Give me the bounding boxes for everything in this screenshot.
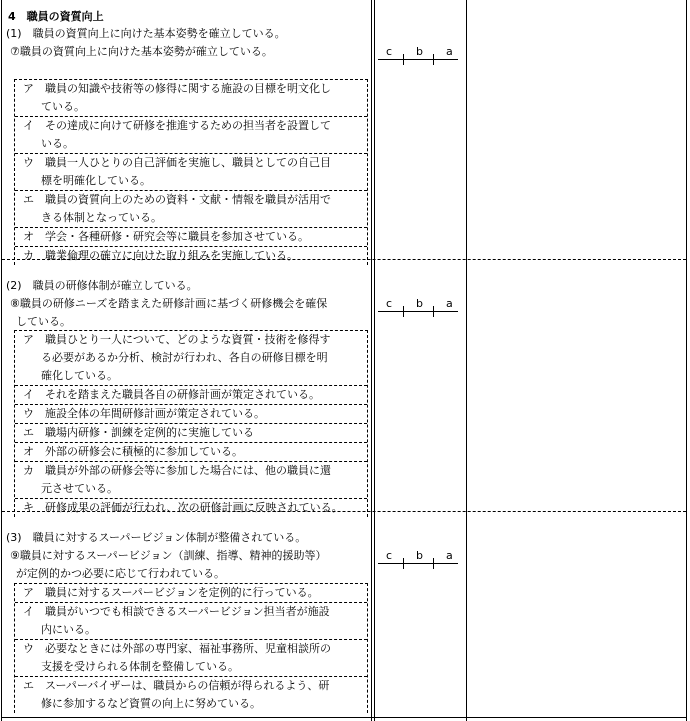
checklist-item: キ 研修成果の評価が行われ、次の研修計画に反映されている。 (23, 501, 343, 514)
checklist-item: イ 職員がいつでも相談できるスーパービジョン担当者が施設 内にいる。 (15, 603, 367, 640)
checklist-item: エ スーパーバイザーは、職員からの信頼が得られるよう、研 修に参加するなど資質の向上に努めている。 (23, 679, 330, 710)
checklist-item: イ その達成に向けて研修を推進するための担当者を設置して いる。 (15, 117, 367, 154)
checklist-item: エ 職員の資質向上のための資料・文献・情報を職員が活用で きる体制となっている。 (15, 191, 367, 228)
rating-a[interactable]: a (446, 297, 453, 310)
question-text: ⑦職員の資質向上に向けた基本姿勢が確立している。 (10, 45, 273, 58)
bottom-border (1, 717, 687, 718)
checklist-item: カ 職業倫理の確立に向けた取り組みを実施している。 (23, 249, 298, 262)
rating-b[interactable]: b (416, 549, 423, 562)
checklist-item: オ 学会・各種研修・研究会等に職員を参加させている。 (15, 228, 367, 247)
block-heading: (2) 職員の研修体制が確立している。 (6, 279, 198, 292)
block-heading: (3) 職員に対するスーパービジョン体制が整備されている。 (6, 531, 307, 544)
checklist-item: イ それを踏まえた職員各自の研修計画が策定されている。 (15, 386, 367, 405)
checklist-item: ウ 職員一人ひとりの自己評価を実施し、職員としての自己目 標を明確化している。 (15, 154, 367, 191)
rating-scale[interactable] (376, 549, 462, 575)
question-text: ⑨職員に対するスーパービジョン（訓練、指導、精神的援助等） (10, 549, 327, 562)
question-text: している。 (16, 315, 71, 328)
rating-c[interactable]: c (386, 45, 393, 58)
checklist-item: ウ 施設全体の年間研修計画が策定されている。 (15, 405, 367, 424)
column-divider (371, 0, 372, 721)
checklist-box (14, 583, 368, 713)
question-text: が定例的かつ必要に応じて行われている。 (16, 567, 225, 580)
rating-scale[interactable] (376, 45, 462, 71)
rating-c[interactable]: c (386, 297, 393, 310)
question-text: ⑧職員の研修ニーズを踏まえた研修計画に基づく研修機会を確保 (10, 297, 328, 310)
rating-a[interactable]: a (446, 45, 453, 58)
rating-b[interactable]: b (416, 297, 423, 310)
left-border (1, 0, 2, 721)
section-title: 4 職員の資質向上 (8, 10, 104, 23)
column-divider (374, 0, 375, 721)
checklist-box (14, 330, 368, 517)
checklist-item: ア 職員の知識や技術等の修得に関する施設の目標を明文化し ている。 (15, 80, 367, 117)
rating-b[interactable]: b (416, 45, 423, 58)
checklist-item: カ 職員が外部の研修会等に参加した場合には、他の職員に還 元させている。 (15, 462, 367, 499)
block-heading: (1) 職員の資質向上に向けた基本姿勢を確立している。 (6, 27, 286, 40)
rating-c[interactable]: c (386, 549, 393, 562)
checklist-box (14, 79, 368, 265)
checklist-item: ウ 必要なときには外部の専門家、福祉事務所、児童相談所の 支援を受けられる体制を整備している。 (15, 640, 367, 677)
checklist-item: ア 職員ひとり一人について、どのような資質・技術を修得す る必要があるか分析、検討が行われ、各自の研修目標を明 確化している。 (15, 331, 367, 386)
column-divider (466, 0, 467, 721)
checklist-item: オ 外部の研修会に積極的に参加している。 (15, 443, 367, 462)
rating-a[interactable]: a (446, 549, 453, 562)
rating-scale[interactable] (376, 297, 462, 323)
checklist-item: ア 職員に対するスーパービジョンを定例的に行っている。 (15, 584, 367, 603)
checklist-item: エ 職場内研修・訓練を定例的に実施している (15, 424, 367, 443)
right-border (686, 0, 687, 721)
